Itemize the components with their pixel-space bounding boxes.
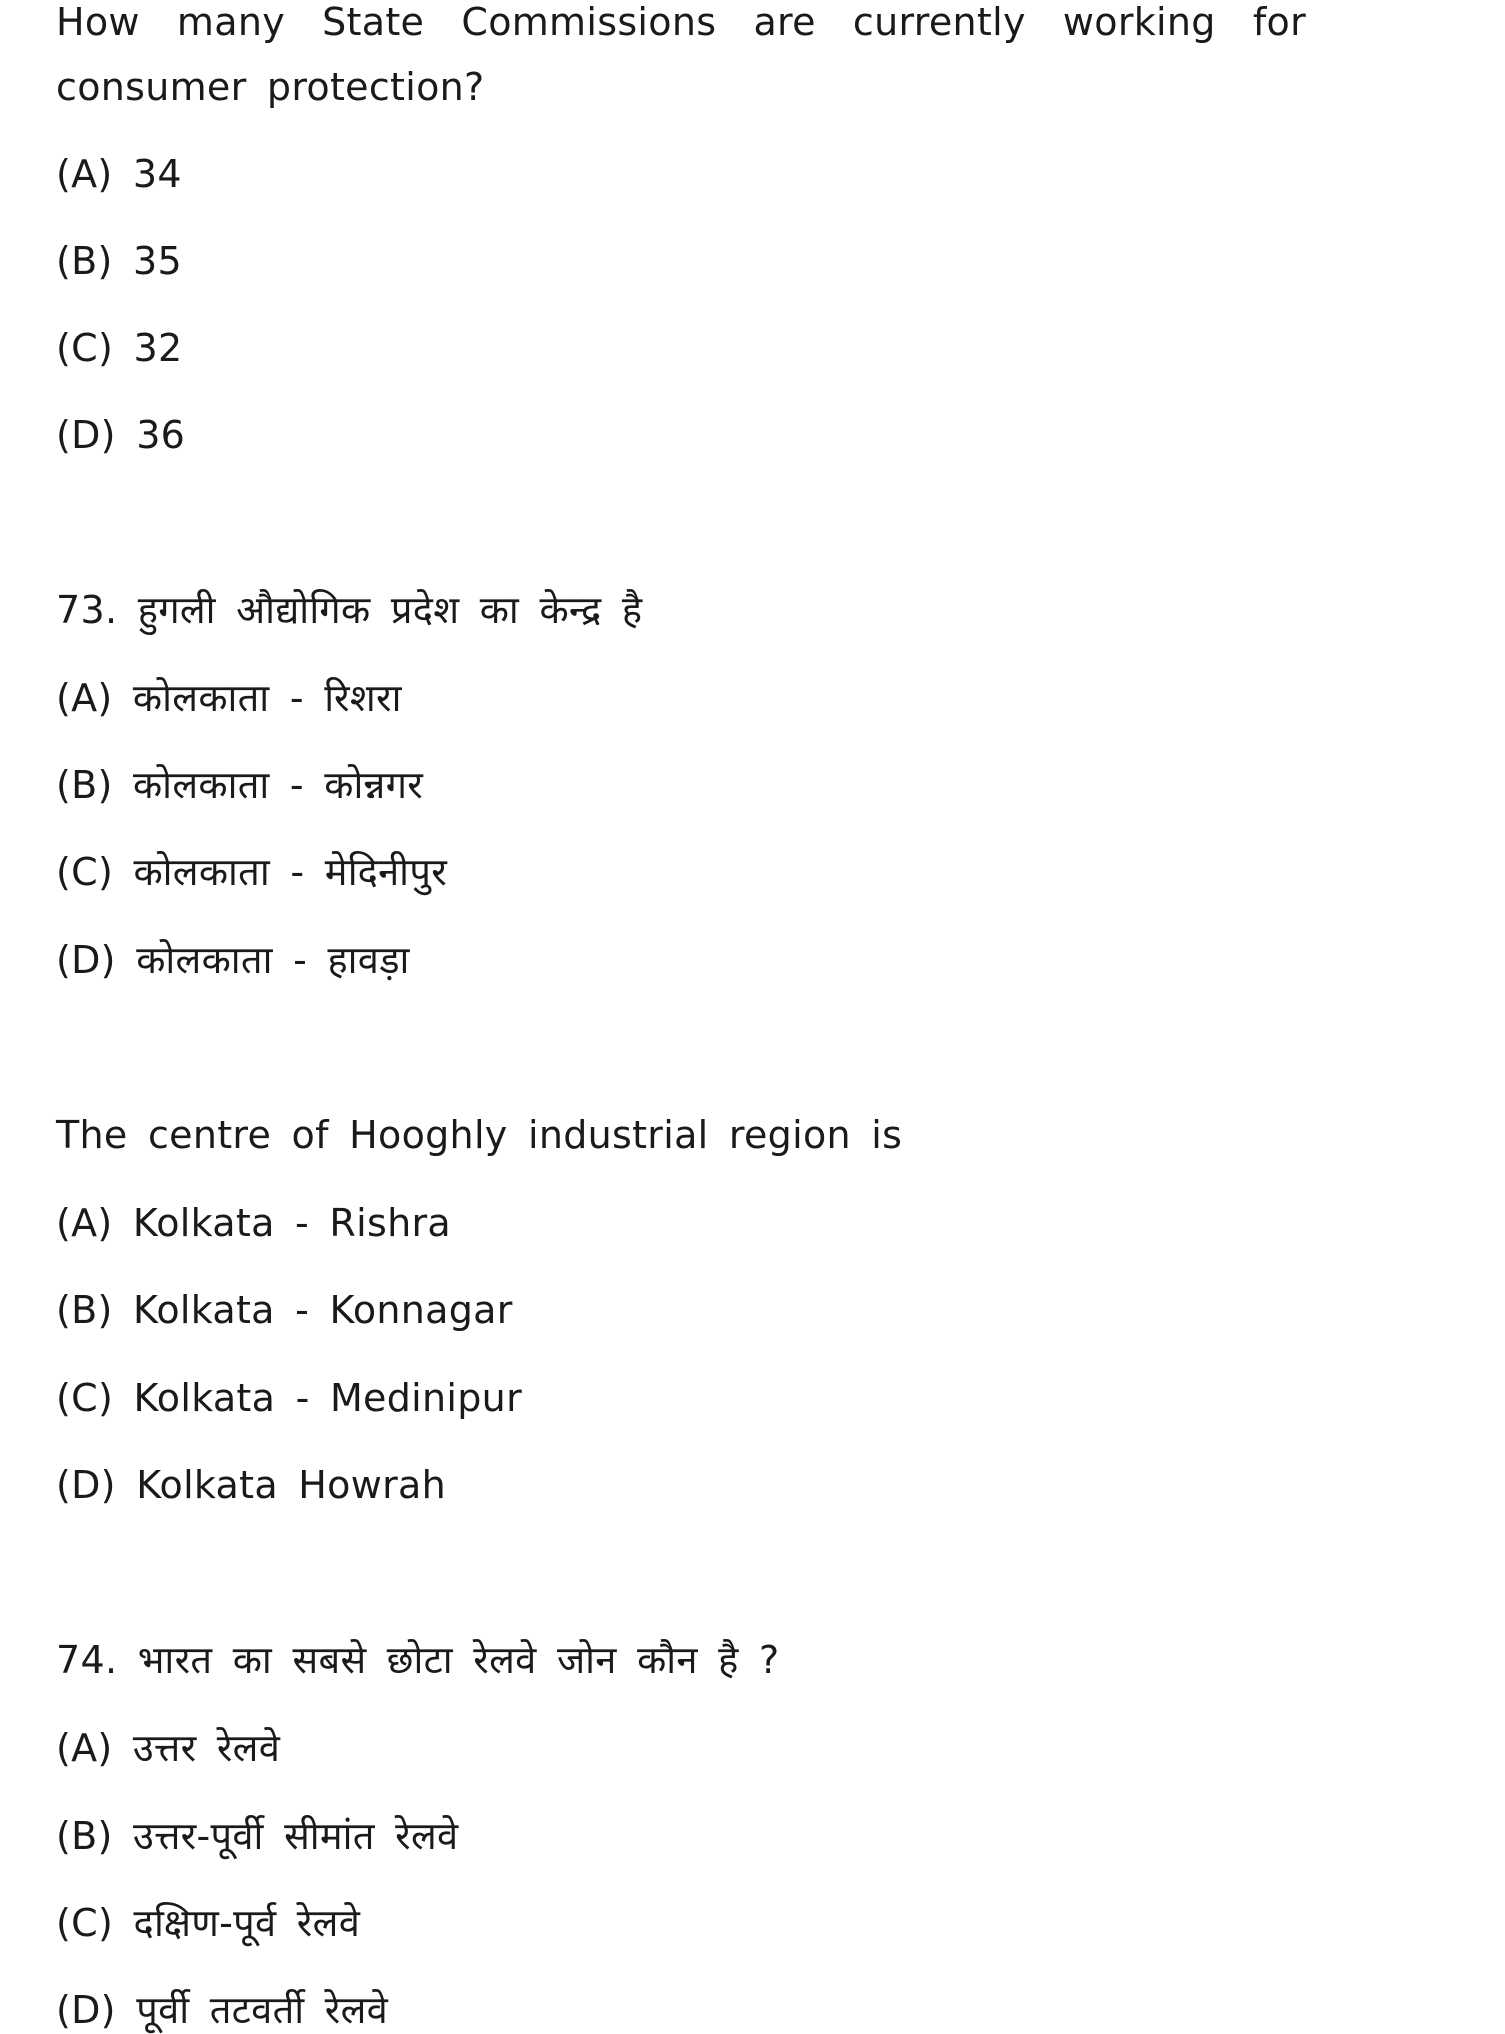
option-d: (D) 36 (56, 413, 186, 457)
option-b: (B) कोलकाता - कोन्नगर (56, 763, 424, 807)
question-stem-73-hindi: 73. हुगली औद्योगिक प्रदेश का केन्द्र है (56, 588, 643, 632)
question-stem-74-hindi: 74. भारत का सबसे छोटा रेलवे जोन कौन है ? (56, 1638, 780, 1682)
option-a: (A) Kolkata - Rishra (56, 1201, 451, 1245)
question-stem-consumer-commissions: How many State Commissions are currently working for consumer protection? (56, 0, 1306, 109)
option-c: (C) दक्षिण-पूर्व रेलवे (56, 1901, 361, 1945)
option-d: (D) Kolkata Howrah (56, 1463, 447, 1507)
option-b: (B) उत्तर-पूर्वी सीमांत रेलवे (56, 1814, 459, 1858)
option-a: (A) कोलकाता - रिशरा (56, 676, 402, 720)
option-c: (C) 32 (56, 326, 183, 370)
option-b: (B) Kolkata - Konnagar (56, 1288, 513, 1332)
question-stem-73-english: The centre of Hooghly industrial region is (56, 1113, 903, 1157)
option-c: (C) Kolkata - Medinipur (56, 1376, 522, 1420)
option-d: (D) पूर्वी तटवर्ती रेलवे (56, 1988, 389, 2032)
option-a: (A) 34 (56, 152, 182, 196)
option-c: (C) कोलकाता - मेदिनीपुर (56, 850, 448, 894)
option-b: (B) 35 (56, 239, 182, 283)
option-d: (D) कोलकाता - हावड़ा (56, 938, 410, 982)
option-a: (A) उत्तर रेलवे (56, 1726, 281, 1770)
